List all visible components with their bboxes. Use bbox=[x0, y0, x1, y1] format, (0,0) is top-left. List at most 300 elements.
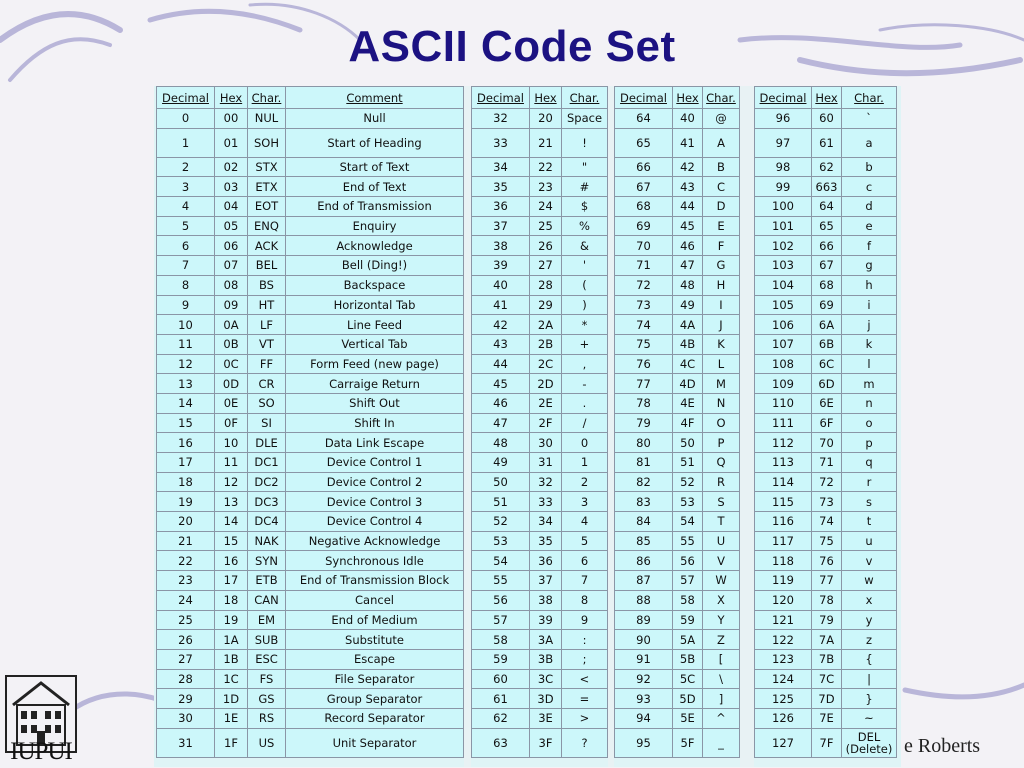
table-row bbox=[472, 571, 608, 591]
table-row bbox=[157, 256, 464, 276]
table-cell: 54 bbox=[673, 512, 703, 532]
table-row bbox=[615, 256, 740, 276]
table-row bbox=[157, 177, 464, 197]
table-cell: _ bbox=[703, 728, 740, 757]
table-cell: 4C bbox=[673, 354, 703, 374]
table-cell: ETX bbox=[248, 177, 286, 197]
table-cell: 42 bbox=[472, 315, 530, 335]
table-cell: 75 bbox=[812, 531, 842, 551]
table-row bbox=[615, 197, 740, 217]
table-cell: Device Control 1 bbox=[286, 453, 464, 473]
table-gap bbox=[464, 86, 471, 767]
table-cell: 96 bbox=[755, 109, 812, 129]
table-cell: GS bbox=[248, 689, 286, 709]
table-cell: 33 bbox=[530, 492, 562, 512]
table-row bbox=[755, 374, 897, 394]
table-cell: 6 bbox=[562, 551, 608, 571]
table-row bbox=[472, 433, 608, 453]
table-cell: NUL bbox=[248, 109, 286, 129]
table-cell: 5C bbox=[673, 669, 703, 689]
table-cell: ] bbox=[703, 689, 740, 709]
table-row bbox=[157, 630, 464, 650]
table-row bbox=[157, 354, 464, 374]
table-cell: 70 bbox=[812, 433, 842, 453]
table-cell: 62 bbox=[472, 708, 530, 728]
table-cell: 42 bbox=[673, 157, 703, 177]
table-cell: 122 bbox=[755, 630, 812, 650]
table-row bbox=[755, 551, 897, 571]
table-cell: 49 bbox=[472, 453, 530, 473]
table-row bbox=[472, 157, 608, 177]
table-cell: B bbox=[703, 157, 740, 177]
table-cell: 34 bbox=[530, 512, 562, 532]
table-row bbox=[472, 669, 608, 689]
table-cell: 34 bbox=[472, 157, 530, 177]
table-cell: 54 bbox=[472, 551, 530, 571]
table-cell: Space bbox=[562, 109, 608, 129]
table-row bbox=[615, 109, 740, 129]
table-cell: # bbox=[562, 177, 608, 197]
table-cell: NAK bbox=[248, 531, 286, 551]
table-row bbox=[615, 610, 740, 630]
table-cell: K bbox=[703, 334, 740, 354]
table-cell: 48 bbox=[472, 433, 530, 453]
table-row bbox=[472, 512, 608, 532]
table-cell: BEL bbox=[248, 256, 286, 276]
table-cell: 46 bbox=[472, 393, 530, 413]
table-cell: 6D bbox=[812, 374, 842, 394]
table-row bbox=[615, 531, 740, 551]
table-cell: > bbox=[562, 708, 608, 728]
table-cell: EOT bbox=[248, 197, 286, 217]
table-cell: 99 bbox=[755, 177, 812, 197]
table-cell: 114 bbox=[755, 472, 812, 492]
table-row bbox=[472, 295, 608, 315]
table-cell: 01 bbox=[215, 128, 248, 157]
table-cell: DLE bbox=[248, 433, 286, 453]
table-cell: 107 bbox=[755, 334, 812, 354]
table-cell: ~ bbox=[842, 708, 897, 728]
table-cell: 78 bbox=[812, 590, 842, 610]
table-cell: - bbox=[562, 374, 608, 394]
table-cell: { bbox=[842, 649, 897, 669]
table-cell: 18 bbox=[215, 590, 248, 610]
table-cell: 57 bbox=[472, 610, 530, 630]
table-cell: 32 bbox=[472, 109, 530, 129]
table-cell: 44 bbox=[472, 354, 530, 374]
table-cell: W bbox=[703, 571, 740, 591]
table-cell: 2A bbox=[530, 315, 562, 335]
table-cell: 100 bbox=[755, 197, 812, 217]
table-row bbox=[472, 128, 608, 157]
table-cell: 27 bbox=[157, 649, 215, 669]
table-cell: 72 bbox=[615, 275, 673, 295]
table-cell: 10 bbox=[157, 315, 215, 335]
table-cell: 0E bbox=[215, 393, 248, 413]
column-header: Char. bbox=[562, 87, 608, 109]
column-header: Decimal bbox=[472, 87, 530, 109]
table-cell: 58 bbox=[673, 590, 703, 610]
table-cell: 77 bbox=[812, 571, 842, 591]
table-row bbox=[615, 472, 740, 492]
table-cell: 53 bbox=[673, 492, 703, 512]
table-cell: 1 bbox=[157, 128, 215, 157]
table-cell: 03 bbox=[215, 177, 248, 197]
table-cell: Device Control 4 bbox=[286, 512, 464, 532]
table-cell: 25 bbox=[530, 216, 562, 236]
table-cell: 4 bbox=[157, 197, 215, 217]
table-cell: ` bbox=[842, 109, 897, 129]
table-row bbox=[472, 197, 608, 217]
table-cell: 46 bbox=[673, 236, 703, 256]
table-cell: ) bbox=[562, 295, 608, 315]
table-cell: 3B bbox=[530, 649, 562, 669]
table-row bbox=[755, 236, 897, 256]
table-cell: 2E bbox=[530, 393, 562, 413]
table-cell: 4F bbox=[673, 413, 703, 433]
table-cell: % bbox=[562, 216, 608, 236]
table-cell: J bbox=[703, 315, 740, 335]
table-cell: HT bbox=[248, 295, 286, 315]
table-cell: 77 bbox=[615, 374, 673, 394]
column-header: Decimal bbox=[157, 87, 215, 109]
table-row bbox=[615, 128, 740, 157]
table-cell: 0A bbox=[215, 315, 248, 335]
table-cell: f bbox=[842, 236, 897, 256]
table-cell: Shift In bbox=[286, 413, 464, 433]
table-cell: 59 bbox=[472, 649, 530, 669]
table-cell: 40 bbox=[673, 109, 703, 129]
table-cell: 57 bbox=[673, 571, 703, 591]
table-cell: Unit Separator bbox=[286, 728, 464, 757]
table-cell: y bbox=[842, 610, 897, 630]
table-row bbox=[615, 295, 740, 315]
table-row bbox=[755, 256, 897, 276]
table-cell: DEL (Delete) bbox=[842, 728, 897, 757]
table-row bbox=[615, 492, 740, 512]
table-row bbox=[157, 157, 464, 177]
table-cell: 102 bbox=[755, 236, 812, 256]
table-cell: 64 bbox=[812, 197, 842, 217]
table-cell: ETB bbox=[248, 571, 286, 591]
table-cell: 63 bbox=[472, 728, 530, 757]
table-cell: 37 bbox=[472, 216, 530, 236]
table-row bbox=[755, 689, 897, 709]
table-cell: 13 bbox=[157, 374, 215, 394]
table-row bbox=[755, 669, 897, 689]
table-row bbox=[615, 728, 740, 757]
table-cell: 6A bbox=[812, 315, 842, 335]
table-cell: CR bbox=[248, 374, 286, 394]
table-cell: VT bbox=[248, 334, 286, 354]
table-row bbox=[157, 472, 464, 492]
table-cell: 15 bbox=[157, 413, 215, 433]
table-cell: 36 bbox=[472, 197, 530, 217]
table-cell: d bbox=[842, 197, 897, 217]
table-row bbox=[472, 334, 608, 354]
table-cell: 127 bbox=[755, 728, 812, 757]
table-header-row bbox=[755, 87, 897, 109]
table-row bbox=[615, 334, 740, 354]
table-cell: 4 bbox=[562, 512, 608, 532]
table-cell: 71 bbox=[615, 256, 673, 276]
table-cell: 16 bbox=[157, 433, 215, 453]
table-cell: 112 bbox=[755, 433, 812, 453]
table-cell: Record Separator bbox=[286, 708, 464, 728]
table-cell: 2F bbox=[530, 413, 562, 433]
table-cell: ! bbox=[562, 128, 608, 157]
table-cell: 35 bbox=[530, 531, 562, 551]
table-cell: 07 bbox=[215, 256, 248, 276]
table-cell: ( bbox=[562, 275, 608, 295]
table-row bbox=[755, 649, 897, 669]
table-row bbox=[755, 590, 897, 610]
table-row bbox=[615, 177, 740, 197]
table-cell: 39 bbox=[530, 610, 562, 630]
table-row bbox=[157, 492, 464, 512]
table-cell: 123 bbox=[755, 649, 812, 669]
table-cell: 28 bbox=[157, 669, 215, 689]
table-cell: 33 bbox=[472, 128, 530, 157]
table-cell: 7A bbox=[812, 630, 842, 650]
table-cell: End of Transmission bbox=[286, 197, 464, 217]
table-row bbox=[157, 433, 464, 453]
table-cell: 6B bbox=[812, 334, 842, 354]
table-cell: 71 bbox=[812, 453, 842, 473]
table-cell: V bbox=[703, 551, 740, 571]
table-row bbox=[157, 590, 464, 610]
table-row bbox=[615, 393, 740, 413]
table-cell: 5E bbox=[673, 708, 703, 728]
table-cell: 20 bbox=[157, 512, 215, 532]
table-row bbox=[615, 708, 740, 728]
table-cell: 09 bbox=[215, 295, 248, 315]
table-cell: 97 bbox=[755, 128, 812, 157]
table-cell: 79 bbox=[812, 610, 842, 630]
table-row bbox=[472, 413, 608, 433]
table-row bbox=[472, 109, 608, 129]
table-cell: S bbox=[703, 492, 740, 512]
table-cell: 86 bbox=[615, 551, 673, 571]
table-cell: X bbox=[703, 590, 740, 610]
table-cell: 68 bbox=[812, 275, 842, 295]
table-row bbox=[755, 433, 897, 453]
table-row bbox=[157, 689, 464, 709]
table-cell: 3D bbox=[530, 689, 562, 709]
table-cell: 10 bbox=[215, 433, 248, 453]
table-cell: 52 bbox=[673, 472, 703, 492]
table-row bbox=[615, 689, 740, 709]
table-cell: 87 bbox=[615, 571, 673, 591]
table-cell: 05 bbox=[215, 216, 248, 236]
table-cell: 29 bbox=[157, 689, 215, 709]
table-cell: 111 bbox=[755, 413, 812, 433]
table-cell: 17 bbox=[215, 571, 248, 591]
table-cell: 84 bbox=[615, 512, 673, 532]
table-cell: t bbox=[842, 512, 897, 532]
table-row bbox=[755, 216, 897, 236]
table-row bbox=[615, 216, 740, 236]
table-header-row bbox=[615, 87, 740, 109]
table-cell: 14 bbox=[215, 512, 248, 532]
table-cell: x bbox=[842, 590, 897, 610]
table-cell: i bbox=[842, 295, 897, 315]
table-cell: 79 bbox=[615, 413, 673, 433]
table-cell: 44 bbox=[673, 197, 703, 217]
table-cell: 30 bbox=[530, 433, 562, 453]
table-cell: Y bbox=[703, 610, 740, 630]
table-cell: ACK bbox=[248, 236, 286, 256]
table-cell: 50 bbox=[472, 472, 530, 492]
table-row bbox=[615, 157, 740, 177]
table-cell: FF bbox=[248, 354, 286, 374]
table-cell: 43 bbox=[472, 334, 530, 354]
table-cell: R bbox=[703, 472, 740, 492]
table-cell: 11 bbox=[157, 334, 215, 354]
table-row bbox=[755, 708, 897, 728]
table-cell: Start of Text bbox=[286, 157, 464, 177]
ascii-table-lowercase bbox=[754, 86, 897, 758]
table-cell: 101 bbox=[755, 216, 812, 236]
table-cell: Line Feed bbox=[286, 315, 464, 335]
table-cell: 109 bbox=[755, 374, 812, 394]
table-cell: Synchronous Idle bbox=[286, 551, 464, 571]
table-row bbox=[755, 177, 897, 197]
table-row bbox=[472, 531, 608, 551]
table-cell: 663 bbox=[812, 177, 842, 197]
slide-title: ASCII Code Set bbox=[348, 22, 676, 71]
table-cell: \ bbox=[703, 669, 740, 689]
table-cell: ; bbox=[562, 649, 608, 669]
table-cell: 76 bbox=[615, 354, 673, 374]
table-cell: 60 bbox=[812, 109, 842, 129]
table-cell: Data Link Escape bbox=[286, 433, 464, 453]
table-cell: 5F bbox=[673, 728, 703, 757]
table-cell: 06 bbox=[215, 236, 248, 256]
table-cell: 9 bbox=[157, 295, 215, 315]
table-cell: u bbox=[842, 531, 897, 551]
table-cell: 21 bbox=[157, 531, 215, 551]
column-header: Char. bbox=[248, 87, 286, 109]
table-row bbox=[615, 413, 740, 433]
table-cell: 72 bbox=[812, 472, 842, 492]
table-body bbox=[755, 109, 897, 758]
table-row bbox=[472, 649, 608, 669]
table-cell: 02 bbox=[215, 157, 248, 177]
table-cell: 7B bbox=[812, 649, 842, 669]
table-cell: 5 bbox=[157, 216, 215, 236]
column-header: Decimal bbox=[755, 87, 812, 109]
table-cell: 108 bbox=[755, 354, 812, 374]
table-row bbox=[472, 393, 608, 413]
table-cell: 3 bbox=[562, 492, 608, 512]
table-cell: 90 bbox=[615, 630, 673, 650]
table-cell: 5 bbox=[562, 531, 608, 551]
table-cell: 69 bbox=[615, 216, 673, 236]
table-row bbox=[615, 649, 740, 669]
table-cell: Device Control 3 bbox=[286, 492, 464, 512]
table-cell: 6 bbox=[157, 236, 215, 256]
table-row bbox=[755, 354, 897, 374]
table-cell: | bbox=[842, 669, 897, 689]
table-cell: o bbox=[842, 413, 897, 433]
table-cell: Acknowledge bbox=[286, 236, 464, 256]
table-cell: 9 bbox=[562, 610, 608, 630]
table-cell: 53 bbox=[472, 531, 530, 551]
table-cell: 41 bbox=[673, 128, 703, 157]
table-row bbox=[157, 708, 464, 728]
table-cell: 118 bbox=[755, 551, 812, 571]
table-cell: 20 bbox=[530, 109, 562, 129]
table-row bbox=[615, 374, 740, 394]
table-cell: Carraige Return bbox=[286, 374, 464, 394]
table-cell: 80 bbox=[615, 433, 673, 453]
table-cell: 47 bbox=[472, 413, 530, 433]
table-cell: e bbox=[842, 216, 897, 236]
table-row bbox=[755, 512, 897, 532]
table-cell: 12 bbox=[215, 472, 248, 492]
table-cell: EM bbox=[248, 610, 286, 630]
table-cell: M bbox=[703, 374, 740, 394]
table-row bbox=[615, 551, 740, 571]
table-row bbox=[157, 551, 464, 571]
table-cell: + bbox=[562, 334, 608, 354]
table-row bbox=[755, 275, 897, 295]
table-row bbox=[755, 472, 897, 492]
table-row bbox=[472, 630, 608, 650]
table-row bbox=[157, 109, 464, 129]
table-cell: 7 bbox=[157, 256, 215, 276]
table-row bbox=[755, 128, 897, 157]
table-cell: 6C bbox=[812, 354, 842, 374]
table-cell: 08 bbox=[215, 275, 248, 295]
table-row bbox=[157, 669, 464, 689]
table-gap bbox=[740, 86, 754, 767]
table-cell: / bbox=[562, 413, 608, 433]
table-cell: 2B bbox=[530, 334, 562, 354]
table-row bbox=[472, 708, 608, 728]
table-cell: D bbox=[703, 197, 740, 217]
table-cell: 26 bbox=[530, 236, 562, 256]
table-cell: @ bbox=[703, 109, 740, 129]
table-cell: 35 bbox=[472, 177, 530, 197]
table-cell: 51 bbox=[673, 453, 703, 473]
table-cell: 17 bbox=[157, 453, 215, 473]
table-cell: 5A bbox=[673, 630, 703, 650]
table-cell: 13 bbox=[215, 492, 248, 512]
table-cell: 21 bbox=[530, 128, 562, 157]
table-row bbox=[755, 334, 897, 354]
table-cell: 73 bbox=[812, 492, 842, 512]
table-cell: BS bbox=[248, 275, 286, 295]
table-row bbox=[472, 216, 608, 236]
table-cell: 40 bbox=[472, 275, 530, 295]
table-cell: 1C bbox=[215, 669, 248, 689]
table-cell: 103 bbox=[755, 256, 812, 276]
table-cell: w bbox=[842, 571, 897, 591]
table-row bbox=[755, 315, 897, 335]
table-cell: 38 bbox=[530, 590, 562, 610]
table-row bbox=[615, 512, 740, 532]
table-row bbox=[157, 453, 464, 473]
table-cell: RS bbox=[248, 708, 286, 728]
table-cell: 2 bbox=[157, 157, 215, 177]
table-cell: 4D bbox=[673, 374, 703, 394]
table-row bbox=[755, 728, 897, 757]
table-cell: 1F bbox=[215, 728, 248, 757]
table-cell: 18 bbox=[157, 472, 215, 492]
table-cell: C bbox=[703, 177, 740, 197]
